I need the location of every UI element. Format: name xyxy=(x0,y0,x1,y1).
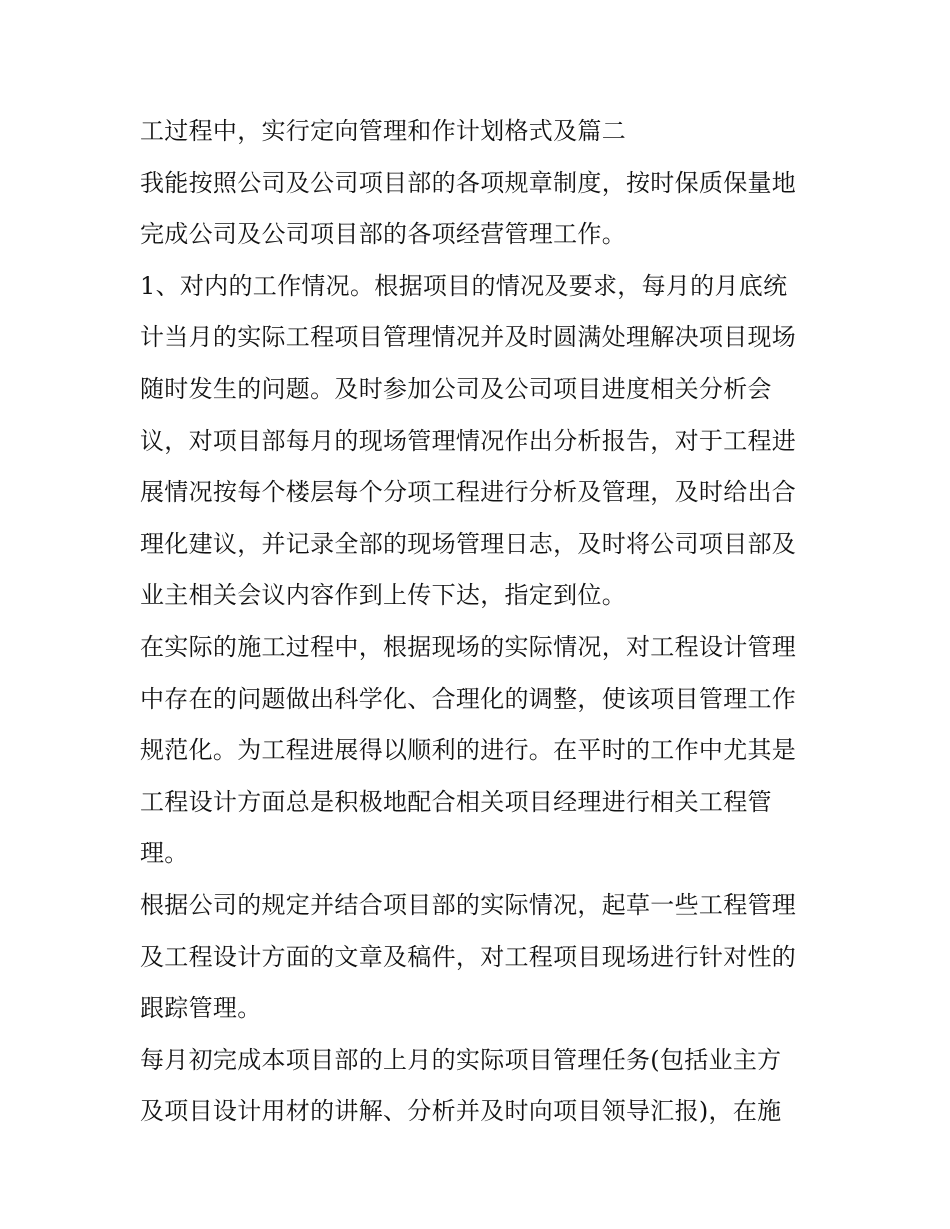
text-line: 完成公司及公司项目部的各项经营管理工作。 xyxy=(140,220,626,249)
text-line: 工过程中，实行定向管理和作计划格式及篇二 xyxy=(140,117,626,145)
text-line: 根据公司的规定并结合项目部的实际情况，起草一些工程管理 xyxy=(140,890,797,919)
text-line: 中存在的问题做出科学化、合理化的调整，使该项目管理工作 xyxy=(140,684,797,713)
text-line: 理。 xyxy=(140,839,189,868)
text-line: 我能按照公司及公司项目部的各项规章制度，按时保质保量地 xyxy=(140,168,797,197)
text-line: 计当月的实际工程项目管理情况并及时圆满处理解决项目现场 xyxy=(140,323,797,352)
text-line: 理化建议，并记录全部的现场管理日志，及时将公司项目部及 xyxy=(140,529,797,558)
text-line: 1、对内的工作情况。根据项目的情况及要求，每月的月底统 xyxy=(140,271,788,300)
text-line: 工程设计方面总是积极地配合相关项目经理进行相关工程管 xyxy=(140,787,772,816)
text-line: 跟踪管理。 xyxy=(140,994,262,1023)
document-body xyxy=(140,106,820,1138)
text-line: 每月初完成本项目部的上月的实际项目管理任务(包括业主方 xyxy=(140,1045,782,1074)
text-line: 随时发生的问题。及时参加公司及公司项目进度相关分析会 xyxy=(140,374,772,403)
text-line: 议，对项目部每月的现场管理情况作出分析报告，对于工程进 xyxy=(140,426,797,455)
text-line: 及工程设计方面的文章及稿件，对工程项目现场进行针对性的 xyxy=(140,942,797,971)
text-line: 规范化。为工程进展得以顺利的进行。在平时的工作中尤其是 xyxy=(140,736,797,765)
text-line: 业主相关会议内容作到上传下达，指定到位。 xyxy=(140,581,626,610)
text-line: 展情况按每个楼层每个分项工程进行分析及管理，及时给出合 xyxy=(140,478,797,507)
text-line: 及项目设计用材的讲解、分析并及时向项目领导汇报)，在施 xyxy=(140,1097,782,1126)
text-line: 在实际的施工过程中，根据现场的实际情况，对工程设计管理 xyxy=(140,632,797,661)
